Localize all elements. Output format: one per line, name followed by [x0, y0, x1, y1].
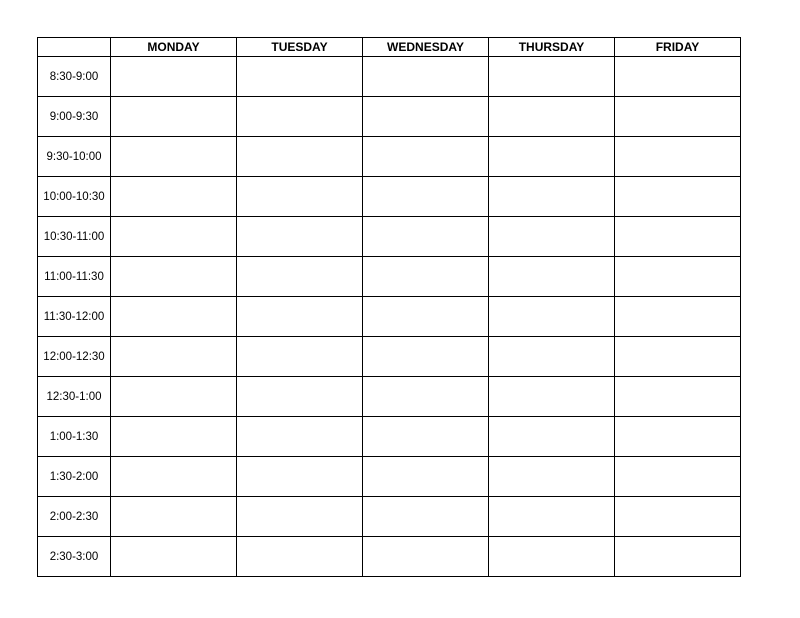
- schedule-cell-friday: [615, 137, 741, 177]
- time-slot-label: 1:00-1:30: [38, 417, 111, 457]
- schedule-cell-friday: [615, 537, 741, 577]
- schedule-body: [38, 57, 741, 577]
- schedule-cell-monday: [111, 337, 237, 377]
- schedule-cell-friday: [615, 57, 741, 97]
- schedule-cell-wednesday: [363, 97, 489, 137]
- schedule-row: [38, 57, 741, 97]
- schedule-cell-tuesday: [237, 97, 363, 137]
- schedule-row: [38, 537, 741, 577]
- schedule-cell-wednesday: [363, 337, 489, 377]
- time-slot-label: 11:00-11:30: [38, 257, 111, 297]
- schedule-row: [38, 457, 741, 497]
- schedule-cell-thursday: [489, 497, 615, 537]
- schedule-cell-monday: [111, 497, 237, 537]
- schedule-cell-friday: [615, 377, 741, 417]
- header-row: [38, 38, 741, 57]
- schedule-cell-wednesday: [363, 457, 489, 497]
- schedule-cell-monday: [111, 417, 237, 457]
- schedule-row: [38, 257, 741, 297]
- schedule-cell-thursday: [489, 57, 615, 97]
- schedule-header: [38, 38, 741, 57]
- corner-cell: [38, 38, 111, 57]
- schedule-cell-thursday: [489, 337, 615, 377]
- schedule-cell-tuesday: [237, 257, 363, 297]
- schedule-row: [38, 377, 741, 417]
- schedule-cell-thursday: [489, 177, 615, 217]
- weekly-schedule-table: [37, 37, 741, 577]
- schedule-row: [38, 217, 741, 257]
- schedule-cell-tuesday: [237, 537, 363, 577]
- schedule-cell-wednesday: [363, 57, 489, 97]
- schedule-row: [38, 297, 741, 337]
- schedule-cell-wednesday: [363, 297, 489, 337]
- schedule-cell-tuesday: [237, 457, 363, 497]
- schedule-cell-wednesday: [363, 217, 489, 257]
- schedule-cell-wednesday: [363, 537, 489, 577]
- schedule-cell-monday: [111, 537, 237, 577]
- time-slot-label: 11:30-12:00: [38, 297, 111, 337]
- schedule-cell-thursday: [489, 137, 615, 177]
- schedule-row: [38, 497, 741, 537]
- schedule-cell-friday: [615, 497, 741, 537]
- schedule-cell-wednesday: [363, 417, 489, 457]
- time-slot-label: 9:30-10:00: [38, 137, 111, 177]
- schedule-cell-tuesday: [237, 297, 363, 337]
- schedule-cell-monday: [111, 297, 237, 337]
- schedule-cell-monday: [111, 257, 237, 297]
- schedule-cell-thursday: [489, 217, 615, 257]
- schedule-cell-monday: [111, 377, 237, 417]
- schedule-cell-monday: [111, 137, 237, 177]
- day-header-thursday: THURSDAY: [489, 38, 615, 57]
- schedule-cell-thursday: [489, 377, 615, 417]
- schedule-cell-friday: [615, 297, 741, 337]
- schedule-cell-friday: [615, 337, 741, 377]
- schedule-cell-wednesday: [363, 137, 489, 177]
- time-slot-label: 10:30-11:00: [38, 217, 111, 257]
- schedule-cell-monday: [111, 217, 237, 257]
- time-slot-label: 9:00-9:30: [38, 97, 111, 137]
- schedule-cell-friday: [615, 97, 741, 137]
- time-slot-label: 8:30-9:00: [38, 57, 111, 97]
- day-header-friday: FRIDAY: [615, 38, 741, 57]
- time-slot-label: 2:00-2:30: [38, 497, 111, 537]
- time-slot-label: 2:30-3:00: [38, 537, 111, 577]
- schedule-cell-friday: [615, 177, 741, 217]
- schedule-cell-tuesday: [237, 57, 363, 97]
- day-header-tuesday: TUESDAY: [237, 38, 363, 57]
- schedule-cell-thursday: [489, 457, 615, 497]
- time-slot-label: 12:30-1:00: [38, 377, 111, 417]
- schedule-cell-monday: [111, 457, 237, 497]
- schedule-cell-tuesday: [237, 337, 363, 377]
- schedule-cell-friday: [615, 417, 741, 457]
- schedule-cell-wednesday: [363, 257, 489, 297]
- schedule-cell-thursday: [489, 257, 615, 297]
- time-slot-label: 12:00-12:30: [38, 337, 111, 377]
- schedule-cell-monday: [111, 57, 237, 97]
- schedule-cell-monday: [111, 97, 237, 137]
- schedule-cell-tuesday: [237, 497, 363, 537]
- schedule-cell-tuesday: [237, 177, 363, 217]
- schedule-cell-thursday: [489, 417, 615, 457]
- schedule-cell-wednesday: [363, 177, 489, 217]
- schedule-cell-friday: [615, 457, 741, 497]
- schedule-row: [38, 177, 741, 217]
- schedule-cell-thursday: [489, 537, 615, 577]
- schedule-row: [38, 417, 741, 457]
- schedule-row: [38, 137, 741, 177]
- day-header-wednesday: WEDNESDAY: [363, 38, 489, 57]
- schedule-cell-friday: [615, 217, 741, 257]
- schedule-cell-monday: [111, 177, 237, 217]
- time-slot-label: 10:00-10:30: [38, 177, 111, 217]
- schedule-cell-friday: [615, 257, 741, 297]
- schedule-row: [38, 97, 741, 137]
- schedule-row: [38, 337, 741, 377]
- schedule-cell-thursday: [489, 97, 615, 137]
- schedule-cell-tuesday: [237, 417, 363, 457]
- schedule-cell-wednesday: [363, 377, 489, 417]
- day-header-monday: MONDAY: [111, 38, 237, 57]
- schedule-cell-thursday: [489, 297, 615, 337]
- time-slot-label: 1:30-2:00: [38, 457, 111, 497]
- schedule-cell-wednesday: [363, 497, 489, 537]
- schedule-cell-tuesday: [237, 377, 363, 417]
- schedule-cell-tuesday: [237, 217, 363, 257]
- schedule-cell-tuesday: [237, 137, 363, 177]
